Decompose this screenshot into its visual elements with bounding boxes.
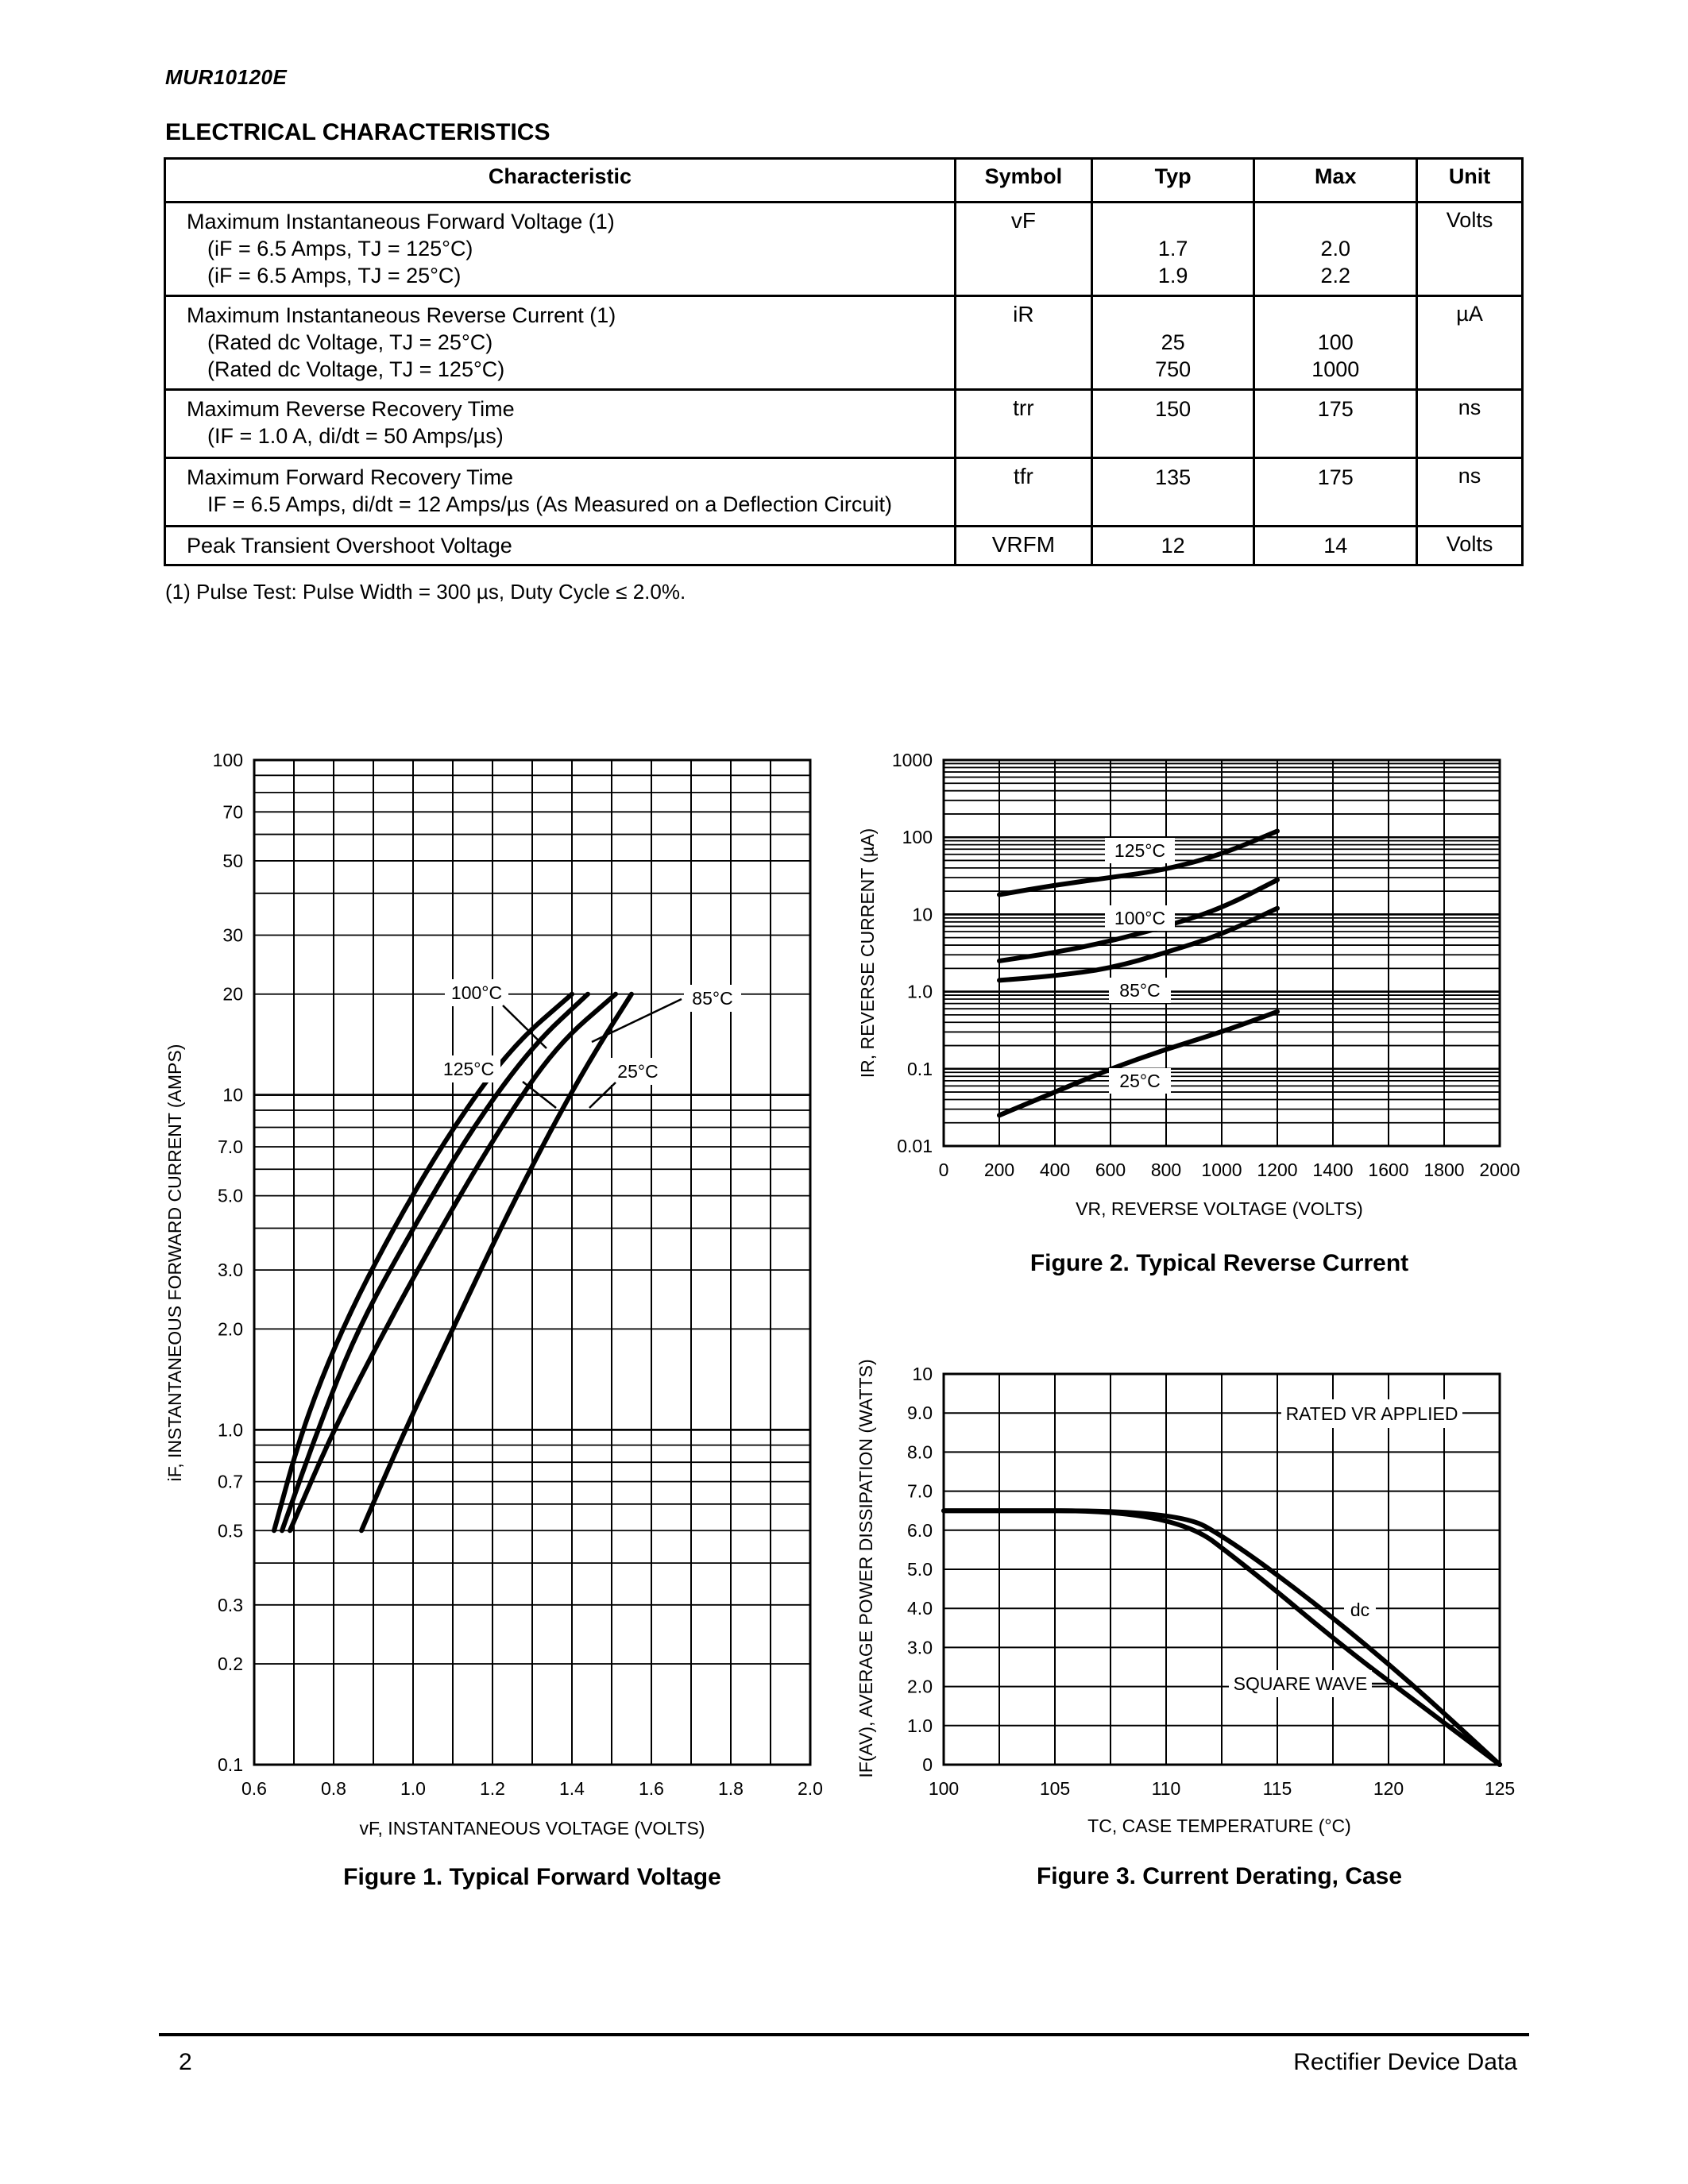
unit-cell: Volts <box>1417 527 1523 565</box>
x-tick-label: 0.6 <box>241 1778 267 1799</box>
figure-caption: Figure 1. Typical Forward Voltage <box>343 1864 721 1890</box>
test-condition: (Rated dc Voltage, TJ = 125°C) <box>207 357 505 381</box>
y-tick-label: 3.0 <box>218 1260 243 1281</box>
x-axis-title: VR, REVERSE VOLTAGE (VOLTS) <box>1076 1198 1363 1219</box>
max-value: 1000 <box>1311 357 1360 381</box>
y-tick-label: 0.3 <box>218 1594 243 1615</box>
series-label-125c: 125°C <box>1114 840 1166 861</box>
typ-value: 1.9 <box>1157 264 1188 287</box>
col-header-symbol: Symbol <box>955 159 1091 203</box>
series-line-1 <box>282 994 588 1531</box>
symbol-cell: trr <box>955 390 1091 458</box>
x-tick-label: 0.8 <box>321 1778 346 1799</box>
x-tick-label: 1.4 <box>559 1778 585 1799</box>
symbol-cell: tfr <box>955 458 1091 527</box>
unit-cell: µA <box>1417 296 1523 390</box>
test-condition: IF = 6.5 Amps, di/dt = 12 Amps/µs (As Measured on a Deflection Circuit) <box>207 492 892 516</box>
y-tick-label: 70 <box>222 801 243 823</box>
annotation-85c: 85°C <box>692 988 733 1009</box>
figure-caption: Figure 3. Current Derating, Case <box>1036 1863 1403 1889</box>
test-condition: (iF = 6.5 Amps, TJ = 25°C) <box>207 264 462 287</box>
y-tick-label: 5.0 <box>907 1559 933 1580</box>
characteristic-title: Peak Transient Overshoot Voltage <box>187 534 512 558</box>
x-tick-label: 400 <box>1039 1160 1071 1180</box>
y-tick-label: 8.0 <box>907 1441 933 1463</box>
x-tick-label: 1400 <box>1312 1160 1354 1180</box>
x-tick-label: 1600 <box>1368 1160 1409 1180</box>
x-tick-label: 200 <box>983 1160 1015 1180</box>
characteristic-title: Maximum Forward Recovery Time <box>187 465 514 489</box>
y-tick-label: 9.0 <box>907 1403 933 1424</box>
series-label-25c: 25°C <box>1119 1071 1161 1091</box>
x-tick-label: 2000 <box>1479 1160 1520 1180</box>
leader-100c <box>503 1005 547 1048</box>
y-tick-label: 0.01 <box>897 1136 933 1156</box>
test-condition: (iF = 6.5 Amps, TJ = 125°C) <box>207 237 473 260</box>
typ-value: 750 <box>1155 357 1192 381</box>
y-tick-label: 100 <box>902 827 933 848</box>
max-value: 14 <box>1323 534 1348 558</box>
y-tick-label: 3.0 <box>907 1637 933 1658</box>
y-tick-label: 2.0 <box>907 1676 933 1697</box>
y-tick-label: 20 <box>222 983 243 1005</box>
y-tick-label: 1.0 <box>218 1419 243 1441</box>
y-tick-label: 1.0 <box>907 981 933 1002</box>
footer-rule <box>159 2033 1529 2036</box>
x-axis-title: TC, CASE TEMPERATURE (°C) <box>1087 1815 1351 1836</box>
max-value: 175 <box>1317 465 1354 489</box>
x-tick-label: 1.8 <box>718 1778 744 1799</box>
x-tick-label: 2.0 <box>798 1778 823 1799</box>
typ-value: 25 <box>1161 330 1185 354</box>
max-value: 2.2 <box>1320 264 1351 287</box>
annotation-square-wave: SQUARE WAVE <box>1233 1673 1368 1694</box>
y-tick-label: 0.2 <box>218 1653 243 1675</box>
footer-doc-title: Rectifier Device Data <box>1293 2049 1517 2075</box>
symbol-cell: iR <box>955 296 1091 390</box>
x-tick-label: 1.0 <box>400 1778 426 1799</box>
x-tick-label: 105 <box>1039 1778 1071 1799</box>
y-tick-label: 10 <box>912 904 933 925</box>
page-number: 2 <box>179 2049 192 2075</box>
annotation-dc: dc <box>1350 1599 1370 1620</box>
test-condition: (Rated dc Voltage, TJ = 25°C) <box>207 330 493 354</box>
max-value: 2.0 <box>1320 237 1351 260</box>
x-tick-label: 1800 <box>1423 1160 1465 1180</box>
x-tick-label: 1.6 <box>639 1778 664 1799</box>
annotation-125c: 125°C <box>442 1059 495 1079</box>
x-tick-label: 0 <box>938 1160 949 1180</box>
y-tick-label: 4.0 <box>907 1598 933 1619</box>
x-tick-label: 100 <box>928 1778 960 1799</box>
table-footnote: (1) Pulse Test: Pulse Width = 300 µs, Duty Cycle ≤ 2.0%. <box>165 580 686 604</box>
y-tick-label: 6.0 <box>907 1519 933 1541</box>
x-tick-label: 1.2 <box>480 1778 505 1799</box>
y-tick-label: 5.0 <box>218 1185 243 1206</box>
y-tick-label: 1.0 <box>907 1715 933 1736</box>
x-tick-label: 115 <box>1262 1778 1292 1799</box>
y-tick-label: 0.5 <box>218 1520 243 1542</box>
test-condition: (IF = 1.0 A, di/dt = 50 Amps/µs) <box>207 424 504 448</box>
x-tick-label: 120 <box>1373 1778 1404 1799</box>
symbol-cell: VRFM <box>955 527 1091 565</box>
y-tick-label: 0 <box>922 1754 933 1775</box>
col-header-characteristic: Characteristic <box>165 159 956 203</box>
y-tick-label: 1000 <box>891 750 933 770</box>
part-number: MUR10120E <box>165 65 288 89</box>
x-tick-label: 1000 <box>1201 1160 1242 1180</box>
typ-value: 1.7 <box>1157 237 1188 260</box>
col-header-max: Max <box>1254 159 1417 203</box>
y-tick-label: 7.0 <box>218 1136 243 1157</box>
y-axis-title: IR, REVERSE CURRENT (µA) <box>857 828 878 1078</box>
annotation-rated-vr: RATED VR APPLIED <box>1285 1403 1458 1424</box>
y-tick-label: 10 <box>912 1364 933 1384</box>
x-tick-label: 110 <box>1151 1778 1181 1799</box>
max-value: 100 <box>1317 330 1354 354</box>
y-tick-label: 100 <box>212 750 243 770</box>
series-label-85c: 85°C <box>1119 980 1161 1001</box>
series-label-100c: 100°C <box>1114 908 1166 928</box>
x-tick-label: 1200 <box>1257 1160 1298 1180</box>
annotation-100c: 100°C <box>450 982 503 1003</box>
y-tick-label: 0.1 <box>907 1058 933 1079</box>
symbol-cell: vF <box>955 203 1091 296</box>
x-tick-label: 600 <box>1095 1160 1126 1180</box>
section-title: ELECTRICAL CHARACTERISTICS <box>165 119 550 145</box>
y-tick-label: 30 <box>222 924 243 946</box>
max-value: 175 <box>1317 397 1354 421</box>
y-axis-title: IF(AV), AVERAGE POWER DISSIPATION (WATTS) <box>856 1359 876 1778</box>
annotation-25c: 25°C <box>617 1061 659 1082</box>
unit-cell: ns <box>1417 390 1523 458</box>
y-tick-label: 7.0 <box>907 1480 933 1502</box>
y-tick-label: 10 <box>222 1084 243 1106</box>
typ-value: 12 <box>1161 534 1185 558</box>
characteristic-title: Maximum Reverse Recovery Time <box>187 397 515 421</box>
col-header-unit: Unit <box>1417 159 1523 203</box>
y-tick-label: 50 <box>222 850 243 871</box>
x-tick-label: 800 <box>1150 1160 1182 1180</box>
x-tick-label: 125 <box>1484 1778 1516 1799</box>
typ-value: 150 <box>1155 397 1192 421</box>
unit-cell: ns <box>1417 458 1523 527</box>
col-header-typ: Typ <box>1091 159 1254 203</box>
y-tick-label: 2.0 <box>218 1318 243 1340</box>
characteristic-title: Maximum Instantaneous Forward Voltage (1) <box>187 210 615 233</box>
y-tick-label: 0.1 <box>218 1754 243 1775</box>
figure-caption: Figure 2. Typical Reverse Current <box>1029 1250 1409 1276</box>
y-tick-label: 0.7 <box>218 1471 243 1492</box>
typ-value: 135 <box>1155 465 1192 489</box>
characteristic-title: Maximum Instantaneous Reverse Current (1) <box>187 303 616 327</box>
x-axis-title: vF, INSTANTANEOUS VOLTAGE (VOLTS) <box>359 1818 705 1839</box>
unit-cell: Volts <box>1417 203 1523 296</box>
y-axis-title: iF, INSTANTANEOUS FORWARD CURRENT (AMPS) <box>164 1044 185 1482</box>
